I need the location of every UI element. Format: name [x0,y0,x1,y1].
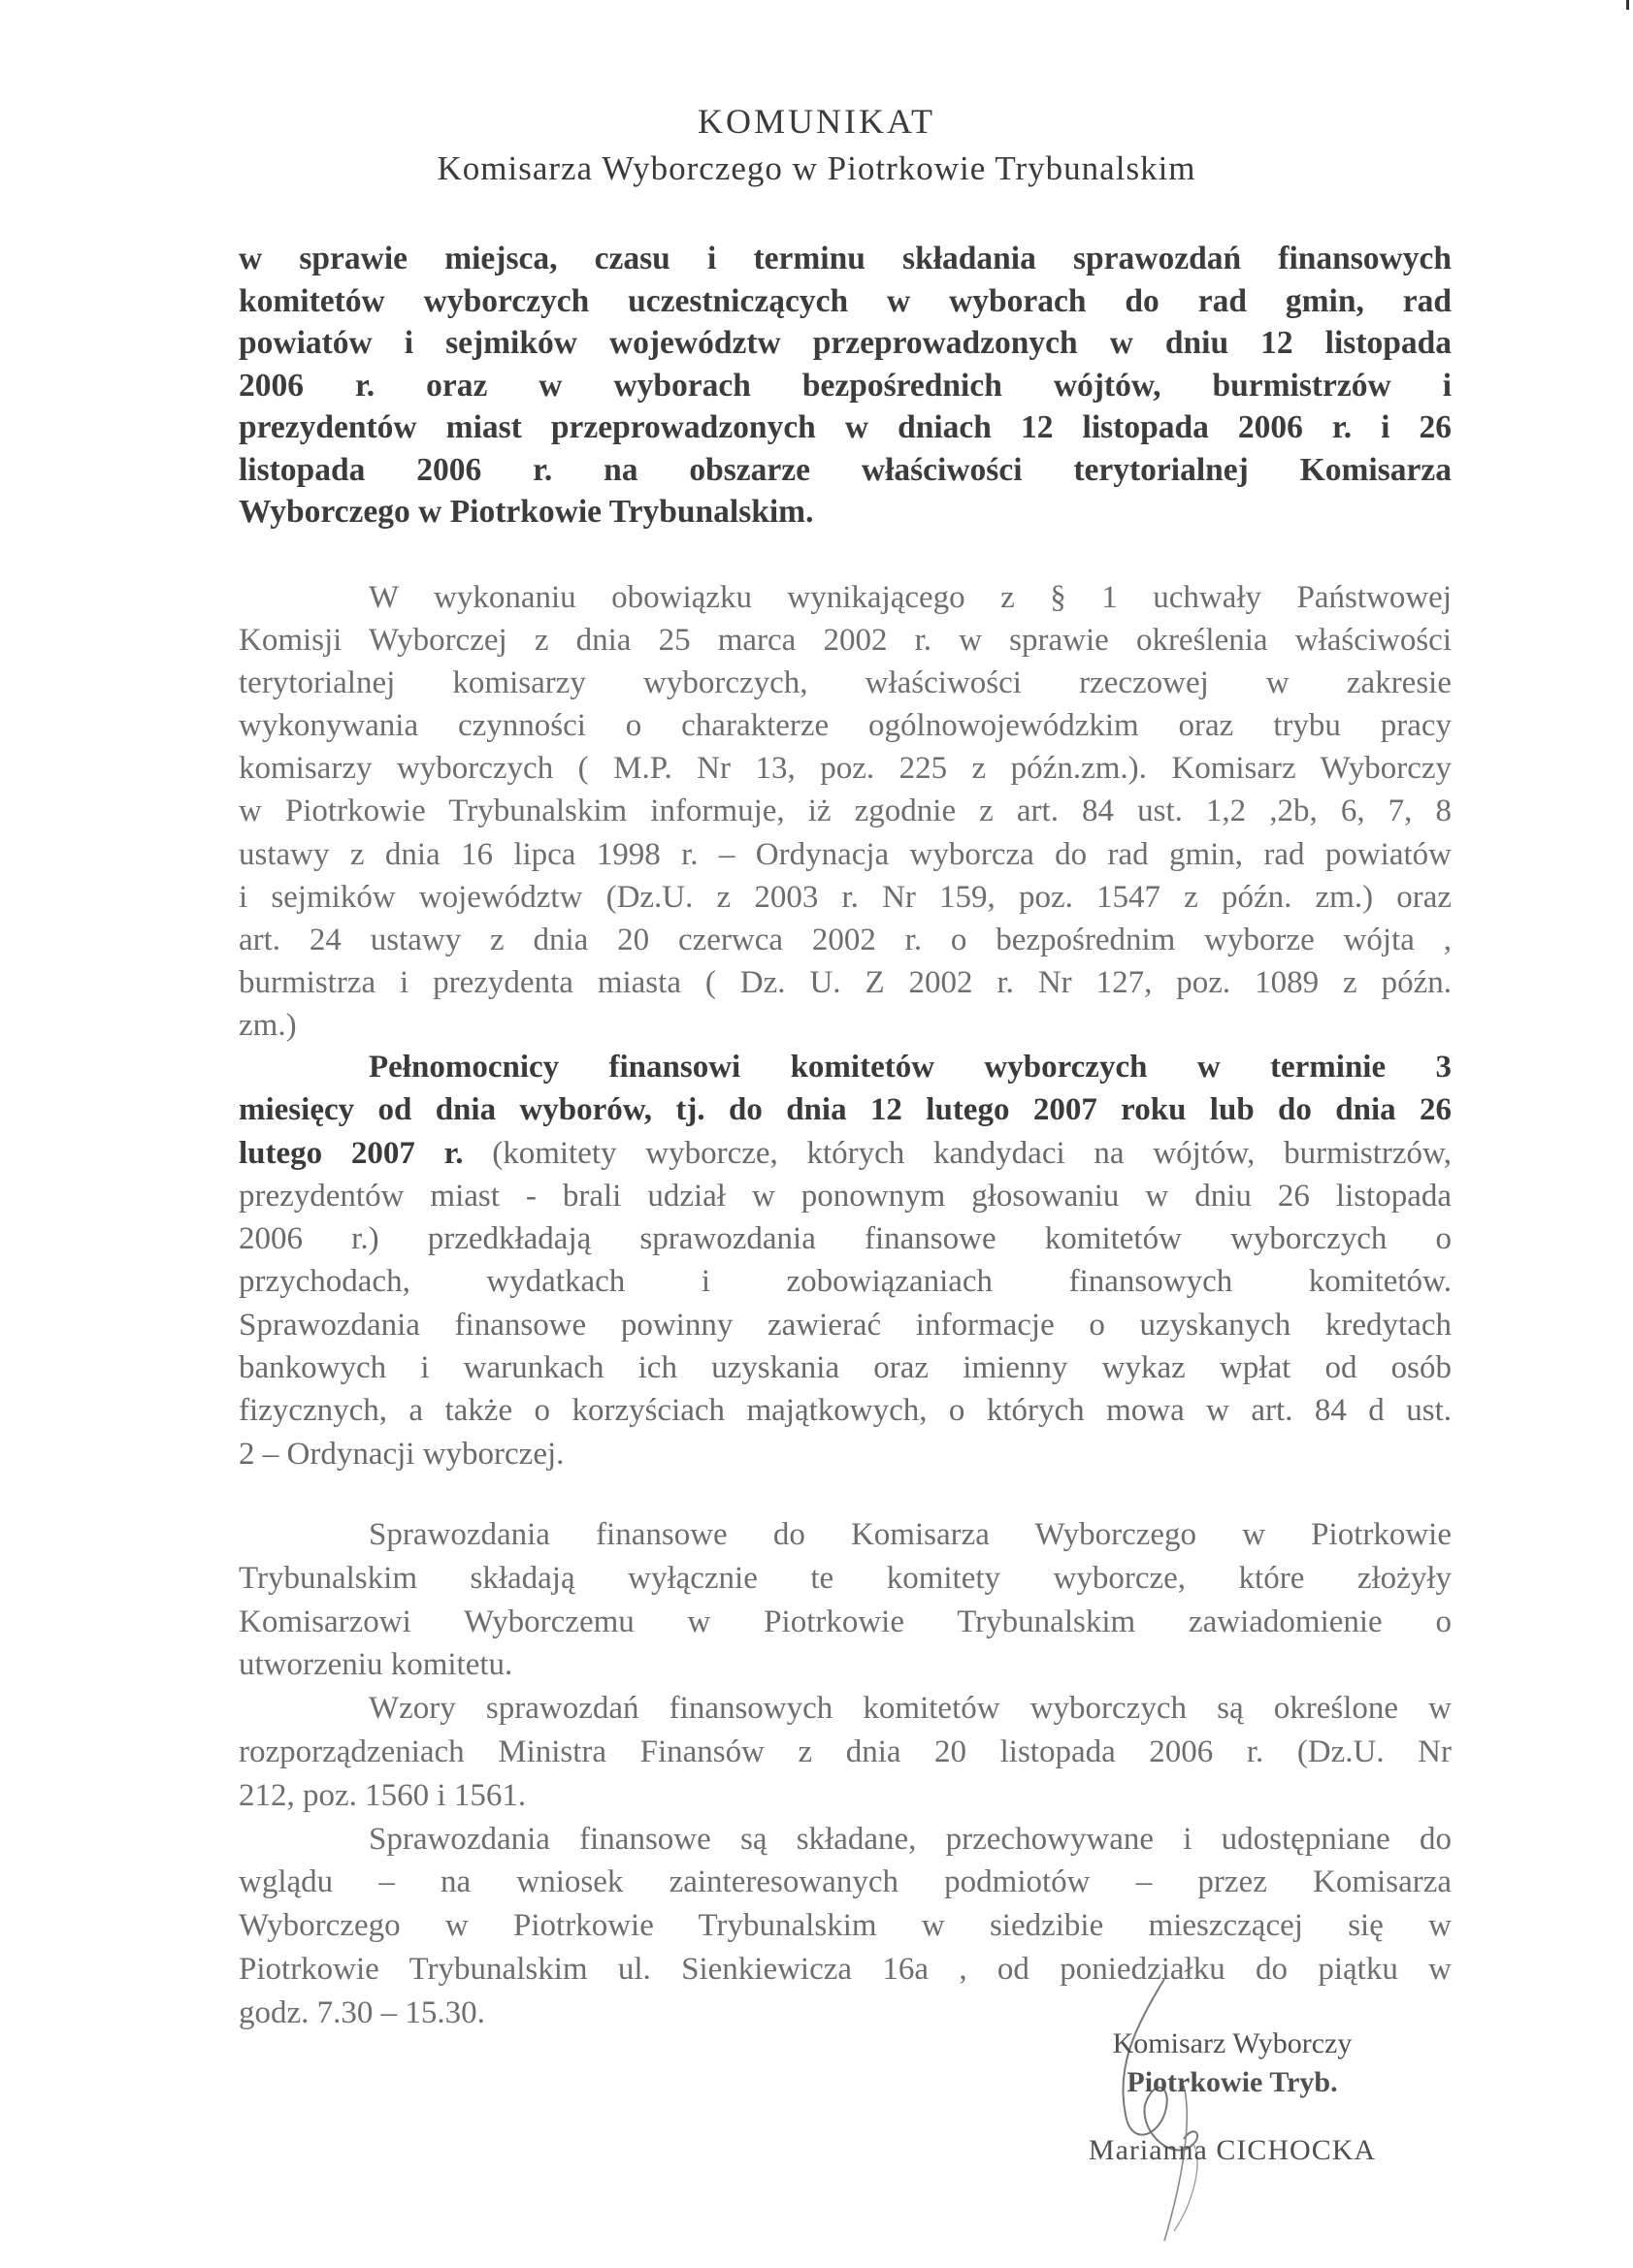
signature-role: Komisarz Wyborczy [1112,2027,1353,2059]
deadline-bold-line: miesięcy od dnia wyborów, tj. do dnia 12 lutego 2007 roku lub do dnia 26 [239,1092,1452,1128]
paragraph-line: godz. 7.30 – 15.30. [239,1994,485,2030]
paragraph-line: Sprawozdania finansowe do Komisarza Wyborczego w Piotrkowie [369,1517,1452,1552]
intro-line: Wyborczego w Piotrkowie Trybunalskim. [239,494,814,530]
paragraph-line: komisarzy wyborczych ( M.P. Nr 13, poz. 225 z późn.zm.). Komisarz Wyborczy [239,751,1452,787]
paragraph-line: fizycznych, a także o korzyściach majątkowych, o których mowa w art. 84 d ust. [239,1393,1452,1429]
paragraph-line: Piotrkowie Trybunalskim ul. Sienkiewicza 16a , od poniedziałku do piątku w [239,1951,1452,1987]
document-title: KOMUNIKAT [698,102,935,141]
paragraph-line: rozporządzeniach Ministra Finansów z dnia 20 listopada 2006 r. (Dz.U. Nr [239,1733,1452,1769]
paragraph-line: ustawy z dnia 16 lipca 1998 r. – Ordynacja wyborcza do rad gmin, rad powiatów [239,836,1452,872]
deadline-bold-date: lutego 2007 r. [239,1135,464,1171]
paragraph-deadline [239,1046,1452,1475]
signature-place: Piotrkowie Tryb. [1127,2066,1338,2098]
signature-name: Marianna CICHOCKA [1088,2134,1377,2166]
paragraph-legal-basis [239,576,1452,1047]
intro-line: powiatów i sejmików województw przeprowadzonych w dniu 12 listopada [239,325,1452,361]
paragraph-line: wykonywania czynności o charakterze ogólnowojewódzkim oraz trybu pracy [239,708,1452,744]
paragraph-line: W wykonaniu obowiązku wynikającego z § 1 uchwały Państwowej [369,580,1452,615]
paragraph-line: Komisarzowi Wyborczemu w Piotrkowie Trybunalskim zawiadomienie o [239,1604,1452,1639]
paragraph-line: terytorialnej komisarzy wyborczych, właściwości rzeczowej w zakresie [239,665,1452,701]
paragraph-line: Sprawozdania finansowe powinny zawierać informacje o uzyskanych kredytach [239,1307,1452,1343]
paragraph-line: przychodach, wydatkach i zobowiązaniach finansowych komitetów. [239,1264,1452,1300]
paragraph-line: bankowych i warunkach ich uzyskania oraz imienny wykaz wpłat od osób [239,1350,1452,1386]
paragraph-line: utworzeniu komitetu. [239,1647,513,1683]
intro-line: komitetów wyborczych uczestniczących w wyborach do rad gmin, rad [239,282,1452,319]
paragraph-line: burmistrza i prezydenta miasta ( Dz. U. Z 2002 r. Nr 127, poz. 1089 z późn. [239,964,1452,1000]
paragraph-line: prezydentów miast - brali udział w ponownym głosowaniu w dniu 26 listopada [239,1178,1452,1214]
intro-line: listopada 2006 r. na obszarze właściwości terytorialnej Komisarza [239,451,1452,488]
paragraph-line: 212, poz. 1560 i 1561. [239,1777,527,1813]
scan-edge-mark [1626,0,1629,10]
paragraph-line: Wzory sprawozdań finansowych komitetów wyborczych są określone w [369,1691,1452,1727]
paragraph-line [239,1132,1452,1175]
intro-line: prezydentów miast przeprowadzonych w dniach 12 listopada 2006 r. i 26 [239,409,1452,445]
paragraph-line: Komisji Wyborczej z dnia 25 marca 2002 r. w sprawie określenia właściwości [239,623,1452,659]
intro-line: 2006 r. oraz w wyborach bezpośrednich wójtów, burmistrzów i [239,367,1452,404]
paragraph-line: 2006 r.) przedkładają sprawozdania finansowe komitetów wyborczych o [239,1221,1452,1257]
paragraph-line: w Piotrkowie Trybunalskim informuje, iż zgodnie z art. 84 ust. 1,2 ,2b, 6, 7, 8 [239,794,1452,829]
paragraph-line: i sejmików województw (Dz.U. z 2003 r. Nr 159, poz. 1547 z późn. zm.) oraz [239,879,1452,915]
paragraph-line: Wyborczego w Piotrkowie Trybunalskim w siedzibie mieszczącej się w [239,1908,1452,1944]
paragraph-line: Trybunalskim składają wyłącznie te komitety wyborcze, które złożyły [239,1560,1452,1596]
deadline-bold-line: Pełnomocnicy finansowi komitetów wyborczych w terminie 3 [369,1050,1452,1085]
deadline-rest: (komitety wyborcze, których kandydaci na wójtów, burmistrzów, [463,1135,1452,1171]
paragraph-line: art. 24 ustawy z dnia 20 czerwca 2002 r. o bezpośrednim wyborze wójta , [239,922,1452,957]
paragraph-line: Sprawozdania finansowe są składane, przechowywane i udostępniane do [369,1821,1452,1857]
document-subtitle: Komisarza Wyborczego w Piotrkowie Trybunalskim [437,149,1196,187]
paragraph-submission [239,1513,1452,2035]
paragraph-line: 2 – Ordynacji wyborczej. [239,1436,565,1472]
intro-paragraph [239,238,1452,534]
handwritten-signature [1048,1969,1300,2251]
paragraph-line: wglądu – na wniosek zainteresowanych podmiotów – przez Komisarza [239,1864,1452,1900]
paragraph-line: zm.) [239,1007,297,1043]
intro-line: w sprawie miejsca, czasu i terminu składania sprawozdań finansowych [239,241,1452,276]
